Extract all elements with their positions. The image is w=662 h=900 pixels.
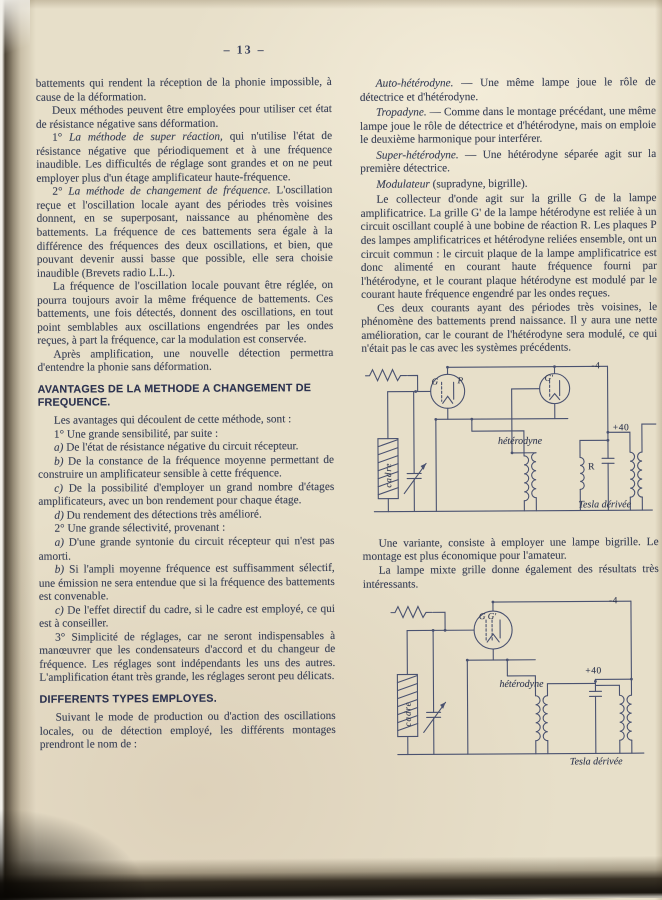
output-transformer-coils: [595, 685, 631, 753]
paragraph-variante: [363, 536, 659, 565]
paragraph-avantages-intro: [38, 413, 334, 428]
text-run: Suivant le mode de production ou d'action des oscillations locales, ou de détection employé, les différents montages prendront le nom de :: [39, 709, 336, 751]
junction-dots: [432, 600, 633, 684]
text-run: 1°: [52, 131, 70, 144]
text-run: Si l'ampli moyenne fréquence est suffisamment sélectif, une émission ne sera entendue que si la fréquence des battements est convenable.: [38, 562, 335, 603]
text-run: 3° Simplicité de réglages, car ne seront indispensables à manœuvrer que les condensateurs d'accord et du changeur de fréquence. Les réglages sont indépendants les uns des autres. L'amplification étant très grande, les réglages seront peu délicats.: [39, 629, 336, 685]
paragraph-simplicite: [39, 630, 335, 686]
circuit-diagram-superheterodyne: [361, 360, 658, 530]
paragraph-sensibilite-b: [38, 454, 334, 483]
text-run: La méthode de super réaction,: [69, 130, 223, 144]
text-run: — Une hétérodyne séparée agit sur la première détectrice.: [360, 147, 657, 176]
variable-capacitor-symbol: [404, 391, 427, 511]
text-run: Auto-hétérodyne.: [375, 77, 454, 90]
paragraph-selectivite-a: [39, 535, 335, 564]
left-column: [36, 76, 336, 752]
circuit-diagram-bigrille: [387, 595, 656, 779]
text-run: Après amplification, une nouvelle détection permettra d'entendre la phonie sans déformation.: [37, 346, 334, 375]
diagram-label-grid-gprime: G': [544, 372, 554, 383]
supply-drop-wire: [607, 366, 608, 458]
diagram-label-plate-p: P: [457, 375, 464, 386]
text-run: d): [54, 509, 67, 522]
text-run: Modulateur: [376, 178, 430, 191]
section-heading-types: [39, 692, 335, 707]
supply-drop-wire: [631, 601, 632, 695]
diagram-label-tesla: Tesla dérivée: [569, 756, 623, 768]
diagram-label-grids: G G': [478, 611, 497, 622]
text-run: qui n'utilise l'état de résistance négative que périodiquement et à une fréquence inaudible. Les difficultés de réglage sont grandes et on ne peut employer plus d'un étage amplificateur haute-fréquence.: [36, 130, 333, 185]
paragraph-methode-super-reaction: [36, 130, 332, 186]
text-run: La fréquence de l'oscillation locale pouvant être réglée, on pourra toujours avoir la même fréquence de battements. Ces battements, une fois détectés, donnent des oscillations, en tout point semblables aux oscillations engendrées par les ondes reçues, à part la fréquence, car la modulation est conservée.: [37, 279, 334, 348]
text-run: — Comme dans le montage précédant, une même lampe joue le rôle de détectrice et d'hétérodyne, mais on emploie le deuxième harmonique pour interférer.: [359, 105, 657, 147]
paragraph-frequence-locale: [37, 279, 333, 349]
paragraph-methode-changement: [36, 184, 333, 281]
section-heading-avantages: [38, 382, 334, 410]
text-run: La lampe mixte grille donne également des résultats très intéressants.: [362, 563, 659, 591]
paragraph-sensibilite-c: [38, 481, 334, 510]
text-run: c): [54, 604, 68, 617]
paragraph-deux-methodes: [36, 103, 332, 132]
text-run: De la possibilité d'employer un grand nombre d'étages amplificateurs, avec un bon rendement pour chaque étage.: [38, 480, 335, 509]
text-run: Le collecteur d'onde agit sur la grille G de la lampe amplificatrice. La grille G' de la lampe hétérodyne est reliée à un circuit oscillant couplé à une bobine de réaction R. Les plaques P des lampes amplificatrices et hétérodyne reliées ensemble, ont un circuit commun : le circuit plaque de la lampe amplificatrice est donc alimenté en courant haute fréquence fourni par l'hétérodyne, et le courant plaque hétérodyne est modulé par le courant haute fréquence engendré par les ondes reçues.: [360, 192, 658, 302]
paragraph-selectivite-b: [39, 562, 335, 604]
diagram-label-r: R: [588, 462, 595, 473]
diagram-label-heterodyne: hétérodyne: [499, 678, 544, 691]
right-column-mid-text: [363, 536, 659, 592]
filament-wires: [436, 403, 569, 511]
text-run: Les avantages qui découlent de cette méthode, sont :: [53, 413, 292, 427]
plate-rail-wire: [447, 366, 607, 367]
text-run: De l'effet directif du cadre, si le cadre est employé, ce qui est à conseiller.: [39, 602, 336, 631]
text-run: 1° Une grande sensibilité, par suite :: [53, 427, 219, 441]
text-run: 2°: [52, 185, 69, 199]
text-run: Du rendement des détections très amélioré.: [66, 508, 262, 522]
text-run: battements qui rendent la réception de la phonie impossible, à cause de la déformation.: [35, 75, 332, 104]
paragraph-collecteur: [360, 192, 657, 302]
paragraph-selectivite-c: [39, 603, 335, 632]
text-run: Super-hétérodyne.: [376, 148, 459, 162]
grid-resistor-symbol: [391, 606, 445, 630]
text-run: b): [54, 563, 70, 576]
diagram-label-grid-g: G: [431, 376, 439, 387]
paragraph-apres-amplification: [37, 347, 333, 376]
grid-wire: [407, 630, 474, 674]
text-run: — Une même lampe joue le rôle de détectrice et d'hétérodyne.: [359, 76, 656, 104]
paragraph-deux-courants: [361, 301, 657, 357]
diagram-label-tesla: Tesla dérivée: [578, 499, 632, 511]
paragraph-lampe-mixte: [363, 563, 659, 592]
text-run: L'oscillation reçue et l'oscillation locale ayant des périodes très voisines donnent, en se superposant, naissance au phénomène des battements. La fréquence de ces battements sera égale à la différence des fréquences des deux oscillations, et bien, que pouvant devenir aussi basse que possible, elle sera choisie inaudible (Brevets radio L.L.).: [36, 184, 333, 280]
text-run: De l'état de résistance négative du circuit récepteur.: [66, 440, 299, 454]
text-run: Une variante, consiste à employer une lampe bigrille. Le montage est plus économique pour l'amateur.: [362, 535, 659, 564]
text-run: D'une grande syntonie du circuit récepteur qui n'est pas amorti.: [38, 534, 335, 563]
paragraph-types-intro: [40, 710, 336, 752]
text-run: a): [53, 441, 67, 454]
capacitor-symbol: [589, 679, 631, 753]
right-column: [360, 74, 660, 787]
diagram-label-minus4: -4: [608, 596, 618, 607]
text-run: De la constance de la fréquence moyenne permettant de construire un amplificateur sensible à cette fréquence.: [38, 453, 335, 482]
text-run: (supradyne, bigrille).: [429, 177, 528, 191]
text-run: AVANTAGES DE LA METHODE A CHANGEMENT DE FREQUENCE.: [37, 382, 312, 409]
tube-bigrille-symbol: [474, 602, 512, 649]
paragraph-modulateur: [360, 177, 656, 192]
grid-resistor-symbol: [366, 369, 418, 391]
diagram-label-plus40: +40: [585, 666, 602, 677]
diagram-label-minus4: -4: [591, 361, 601, 372]
filament-wires: [467, 649, 536, 754]
text-run: c): [54, 482, 69, 495]
paragraph-auto-heterodyne: [360, 76, 656, 105]
variable-capacitor-symbol: [423, 630, 446, 754]
diagram-label-cadre: cadre: [383, 462, 394, 488]
text-run: La méthode de changement de fréquence.: [68, 184, 271, 198]
text-run: Tropadyne.: [375, 106, 427, 119]
text-run: a): [54, 536, 69, 549]
text-run: b): [54, 455, 69, 468]
text-run: Ces deux courants ayant des périodes très voisines, le phénomène des battements prend naissance. Il y aura une nette amélioration, car le courant de l'hétérodyne sera modulé, ce qui n'était pas le cas avec les systèmes précédents.: [361, 300, 658, 356]
diagram-label-plus40: +40: [612, 423, 630, 434]
diagram-label-heterodyne: hétérodyne: [497, 435, 543, 447]
text-run: DIFFERENTS TYPES EMPLOYES.: [39, 692, 217, 706]
paragraph-battements: [36, 76, 332, 105]
text-run: 2° Une grande sélectivité, provenant :: [54, 522, 226, 536]
paragraph-tropadyne: [360, 105, 656, 147]
text-run: Deux méthodes peuvent être employées pour utiliser cet état de résistance négative sans déformation.: [35, 103, 332, 131]
right-column-top-text: [360, 76, 658, 357]
page-number: – 13 –: [223, 42, 266, 57]
capacitor-symbol: [602, 458, 614, 463]
paragraph-super-heterodyne: [360, 148, 656, 177]
diagram-label-cadre: cadre: [402, 701, 413, 727]
